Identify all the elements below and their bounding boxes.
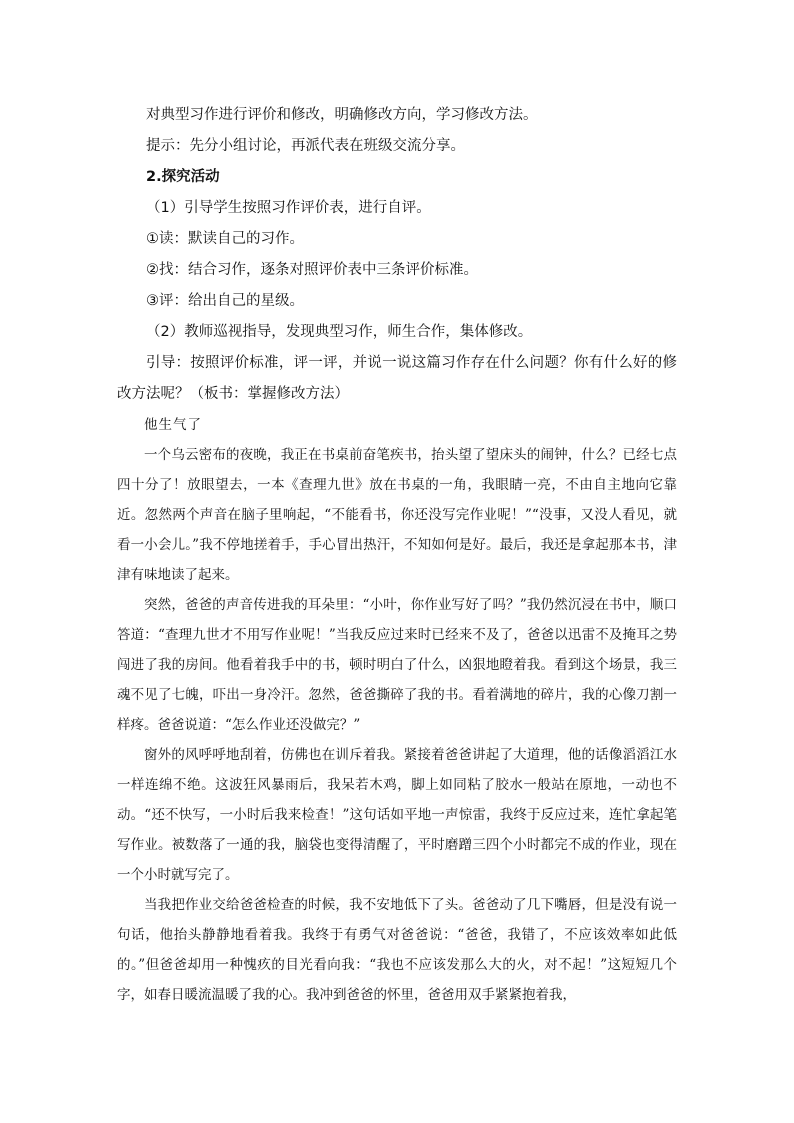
section-heading: 2.探究活动 — [146, 169, 220, 185]
page-content — [117, 100, 677, 1010]
step-1-text: （1）引导学生按照习作评价表，进行自评。 — [146, 200, 431, 216]
step-1-item-find: ②找：结合习作，逐条对照评价表中三条评价标准。 — [146, 262, 478, 278]
essay-paragraph: 一个乌云密布的夜晚，我正在书桌前奋笔疾书，抬头望了望床头的闹钟，什么？已经七点四十分了！放眼望去，一本《查理九世》放在书桌的一角，我眼睛一亮，不由自主地向它靠近。忽然两个声音在脑子里响起，“不能看书，你还没写完作业呢！”“没事，又没人看见，就看一小会儿。”我不停地搓着手，手心冒出热汗，不知如何是好。最后，我还是拿起那本书，津津有味地读了起来。 — [117, 447, 677, 583]
essay-title: 他生气了 — [144, 417, 202, 433]
step-1-item-read: ①读：默读自己的习作。 — [146, 231, 304, 247]
hint-text: 提示：先分小组讨论，再派代表在班级交流分享。 — [146, 138, 465, 154]
essay-paragraph: 突然，爸爸的声音传进我的耳朵里：“小叶，你作业写好了吗？”我仍然沉浸在书中，顺口答道：“查理九世才不用写作业呢！”当我反应过来时已经来不及了，爸爸以迅雷不及掩耳之势闯进了我的房间。他看着我手中的书，顿时明白了什么，凶狠地瞪着我。看到这个场景，我三魂不见了七魄，吓出一身冷汗。忽然，爸爸撕碎了我的书。看着满地的碎片，我的心像刀割一样疼。爸爸说道：“怎么作业还没做完？” — [117, 597, 677, 733]
step-2-text: （2）教师巡视指导，发现典型习作，师生合作，集体修改。 — [146, 324, 533, 340]
sample-essay — [117, 410, 677, 1010]
essay-paragraph: 窗外的风呼呼地刮着，仿佛也在训斥着我。紧接着爸爸讲起了大道理，他的话像滔滔江水一样连绵不绝。这波狂风暴雨后，我呆若木鸡，脚上如同粘了胶水一般站在原地，一动也不动。“还不快写，一小时后我来检查！”这句话如平地一声惊雷，我终于反应过来，连忙拿起笔写作业。被数落了一通的我，脑袋也变得清醒了，平时磨蹭三四个小时都完不成的作业，现在一个小时就写完了。 — [117, 747, 677, 883]
intro-text: 对典型习作进行评价和修改，明确修改方向，学习修改方法。 — [146, 107, 538, 123]
guide-text: 引导：按照评价标准，评一评，并说一说这篇习作存在什么问题？你有什么好的修改方法呢？（板书：掌握修改方法） — [117, 355, 677, 402]
essay-paragraph: 当我把作业交给爸爸检查的时候，我不安地低下了头。爸爸动了几下嘴唇，但是没有说一句话，他抬头静静地看着我。我终于有勇气对爸爸说：“爸爸，我错了，不应该效率如此低的。”但爸爸却用一种愧疚的目光看向我：“我也不应该发那么大的火，对不起！”这短短几个字，如春日暖流温暖了我的心。我冲到爸爸的怀里，爸爸用双手紧紧抱着我， — [117, 897, 677, 1003]
step-1-item-rate: ③评：给出自己的星级。 — [146, 293, 304, 309]
